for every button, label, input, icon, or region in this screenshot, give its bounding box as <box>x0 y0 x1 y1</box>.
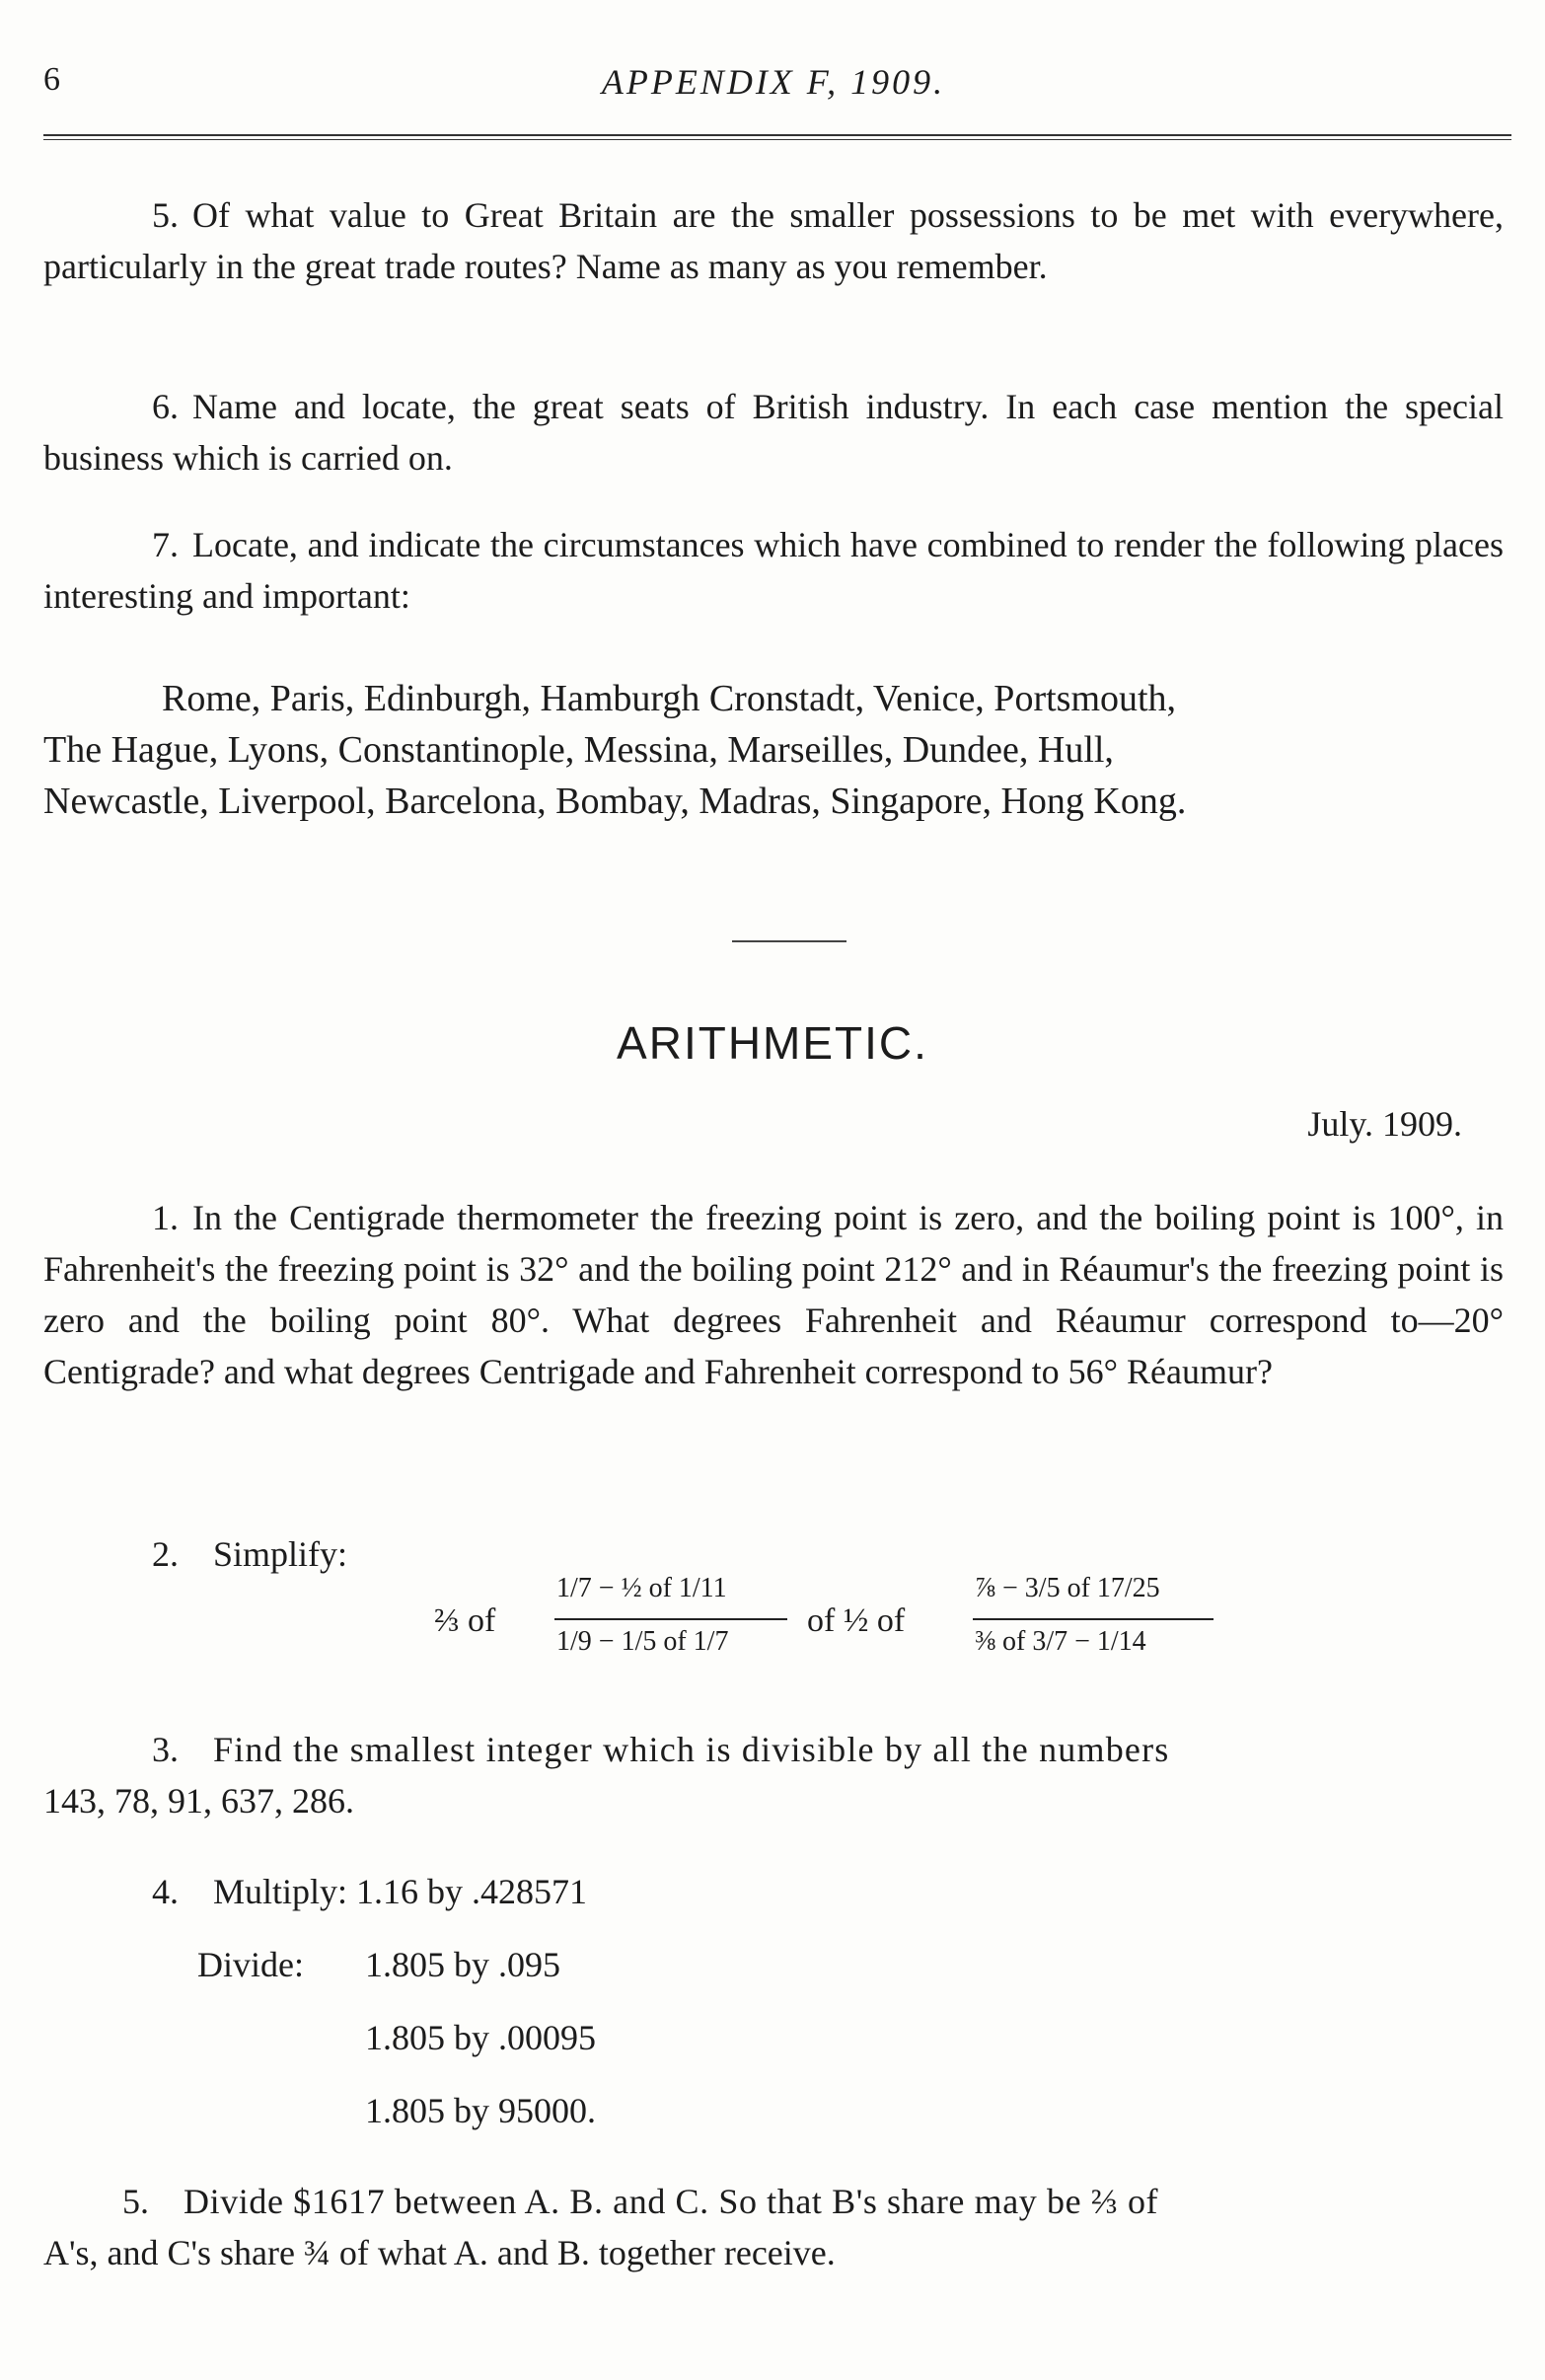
section-divider <box>732 940 846 942</box>
divide-label: Divide: <box>197 1945 304 1984</box>
left-fraction-bar <box>554 1618 787 1620</box>
question-number: 3. <box>152 1730 179 1769</box>
arithmetic-question-3-line2: 143, 78, 91, 637, 286. <box>43 1781 354 1821</box>
header-rule-thin <box>43 139 1511 140</box>
left-denominator: 1/9 − 1/5 of 1/7 <box>556 1626 729 1657</box>
question-text: Name and locate, the great seats of British industry. In each case mention the special business which is carried on. <box>43 387 1504 478</box>
question-number: 4. <box>152 1872 179 1911</box>
left-numerator: 1/7 − ½ of 1/11 <box>556 1573 727 1603</box>
geography-question-7 <box>43 519 1504 622</box>
question-text: Of what value to Great Britain are the smaller possessions to be met with everywhere, particularly in the great trade routes? Name as many as you remember. <box>43 195 1504 286</box>
question-text: Find the smallest integer which is divisible by all the numbers <box>213 1730 1170 1769</box>
places-line: The Hague, Lyons, Constantinople, Messina, Marseilles, Dundee, Hull, <box>43 729 1114 771</box>
places-line: Rome, Paris, Edinburgh, Hamburgh Cronstadt, Venice, Portsmouth, <box>162 678 1177 719</box>
multiply-text: Multiply: 1.16 by .428571 <box>213 1872 588 1911</box>
header-rule <box>43 134 1511 136</box>
running-head: APPENDIX F, 1909. <box>601 62 946 102</box>
arithmetic-question-5-line2: A's, and C's share ¾ of what A. and B. together receive. <box>43 2233 836 2272</box>
places-line: Newcastle, Liverpool, Barcelona, Bombay, Madras, Singapore, Hong Kong. <box>43 781 1187 822</box>
question-text: Locate, and indicate the circumstances which have combined to render the following places interesting and important: <box>43 525 1504 616</box>
right-denominator: ⅜ of 3/7 − 1/14 <box>975 1626 1146 1657</box>
question-number: 2. <box>152 1534 179 1574</box>
arithmetic-question-4-multiply <box>152 1871 587 1912</box>
question-number: 1. <box>152 1198 179 1237</box>
divide-line: 1.805 by 95000. <box>365 2091 596 2130</box>
exam-date: July. 1909. <box>1307 1104 1462 1144</box>
question-label: Simplify: <box>213 1534 348 1574</box>
places-list <box>43 673 1504 827</box>
question-number: 5. <box>152 195 179 235</box>
question-text: In the Centigrade thermometer the freezing point is zero, and the boiling point is 100°, in Fahrenheit's the freezing point is 32° and the boiling point 212° and in Réaumur's the freezing point is zero and the boiling point 80°. What degrees Fahrenheit and Réaumur correspond to—20° Centigrade? and what degrees Centrigade and Fahrenheit correspond to 56° Réaumur? <box>43 1198 1504 1391</box>
divide-line: 1.805 by .095 <box>365 1945 560 1984</box>
geography-question-6 <box>43 381 1504 483</box>
arithmetic-question-2 <box>152 1533 347 1575</box>
page-number: 6 <box>43 61 60 98</box>
formula-lead: ⅔ of <box>434 1602 496 1639</box>
right-numerator: ⅞ − 3/5 of 17/25 <box>975 1573 1160 1603</box>
geography-question-5 <box>43 189 1504 292</box>
question-number: 6. <box>152 387 179 426</box>
right-fraction-bar <box>973 1618 1214 1620</box>
formula-middle: of ½ of <box>807 1602 906 1639</box>
question-text: Divide $1617 between A. B. and C. So that B's share may be ⅔ of <box>184 2182 1159 2221</box>
question-number: 7. <box>152 525 179 564</box>
page-header <box>43 61 1504 111</box>
question-number: 5. <box>122 2182 149 2221</box>
simplify-formula <box>434 1567 1283 1675</box>
arithmetic-question-1 <box>43 1192 1504 1397</box>
arithmetic-question-3-line1 <box>152 1729 1169 1770</box>
section-title: ARITHMETIC. <box>617 1017 928 1069</box>
divide-line: 1.805 by .00095 <box>365 2018 596 2057</box>
arithmetic-question-5-line1 <box>122 2181 1158 2222</box>
